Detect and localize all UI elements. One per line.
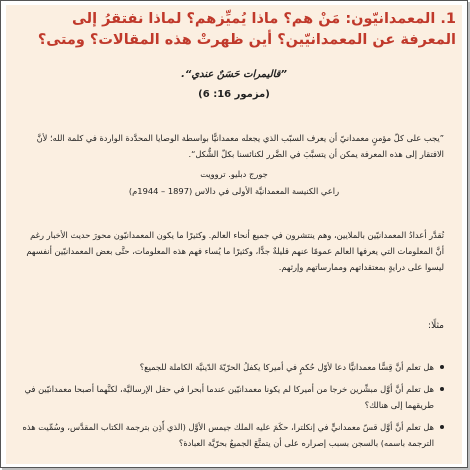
list-item: هل تعلم أنَّ أوَّل قسّ معمدانيٍّ في إنكلترا، حكَمَ عليه الملك جيمس الأوَّل (الذي أَذِن بترجمة الكتاب المقدَّس، وسُمِّيت هذه الترجمة باسمه) بالسجن بسبب إصراره على أن يتمتَّعَ الجميعُ بحرّيَّة العبادة؟ <box>4 419 434 451</box>
block-quote-text: ”يجب على كلّ مؤمنٍ معمدانيّ أن يعرف السبّب الذي يجعله معمدانيًّا بواسطة الوصايا المحدَّدة الواردة في كلمة الله؛ لأنَّ الافتقار إلى هذه المعرفة يمكن أن يتسبَّبَ في الضَّرر لكنائسنا بكلّ الشُّكل“. <box>36 133 444 159</box>
intro-paragraph: تُقدَّر أعدادُ المعمدانيّين بالملايين، وهم ينتشرون في جميع أنحاء العالم. وكثيرًا ما يكون المعمدانيّون محورَ حديث الأخبار رغم أنَّ المعلومات التي يعرفها العالم عمومًا عنهم قليلةٌ جدًّا، وكثيرًا ما يُساء فهم هذه المعلومات، حتَّى بعض المعمدانيّين أنفسهم ليسوا على درايةٍ بمعتقداتهم وممارساتهم وإرثهم. <box>26 230 444 272</box>
document-page <box>6 5 462 464</box>
example-label: مثلًا: <box>428 321 444 331</box>
epigraph-quote: ”قاليمرات حَسَنٌ عندي“. <box>181 69 287 80</box>
epigraph-reference: (مزمور 16: 6) <box>198 89 270 100</box>
block-quote-role: راعي الكنيسة المعمدانيَّة الأولى في دالاس (1897 – 1944م) <box>128 186 340 196</box>
list-item: هل تعلم أنَّ أوَّل مبشِّرين خرجا من أميركا لم يكونا معمدانيّين عندما أبحرا في حقل الإرساليَّة، لكنَّهما أصبحا معمدانيّين في طريقهما إلى هنالك؟ <box>4 381 434 413</box>
chapter-title: 1. المعمدانيّون: مَنْ هم؟ ماذا يُميِّزهم؟ لماذا نفتقرُ إلى المعرفة عن المعمدانيّين؟ أين ظهرتْ هذه المقالات؟ ومتى؟ <box>37 11 456 48</box>
block-quote-author: جورج دبليو. تروويت <box>200 169 268 179</box>
list-item: هل تعلم أنَّ قِسًّا معمدانيًّا دعا لأوّل حُكمٍ في أميركا يكفلُ الحرّيّةَ الدّينيَّة الكاملة للجميع؟ <box>4 359 434 375</box>
facts-list <box>4 359 446 457</box>
